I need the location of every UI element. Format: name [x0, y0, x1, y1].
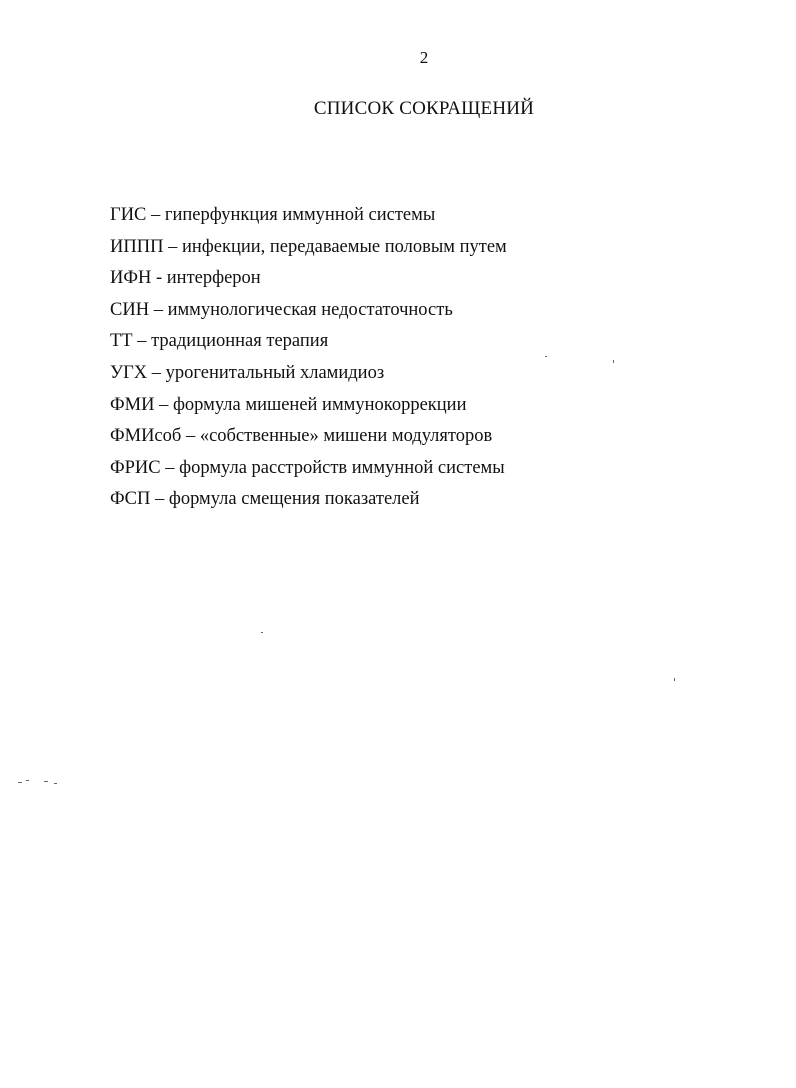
- abbreviation-separator: –: [181, 426, 200, 447]
- abbreviation-meaning: традиционная терапия: [151, 331, 329, 352]
- list-item: [110, 358, 750, 390]
- abbreviation-separator: –: [150, 489, 169, 510]
- page-number: 2: [419, 48, 429, 67]
- scan-speck: [613, 360, 614, 363]
- abbreviation-term: УГХ: [110, 362, 148, 383]
- abbreviation-separator: –: [146, 205, 165, 225]
- abbreviation-term: ФМИсоб: [110, 426, 182, 447]
- scan-speck: [674, 678, 675, 681]
- abbreviation-term: СИН: [110, 299, 150, 320]
- list-item: [110, 390, 750, 422]
- scan-speck: [18, 782, 22, 783]
- abbreviation-meaning: урогенитальный хламидиоз: [165, 362, 385, 383]
- list-item: [110, 453, 750, 485]
- abbreviation-term: ТТ: [110, 331, 133, 352]
- abbreviation-meaning: формула расстройств иммунной системы: [179, 457, 505, 478]
- list-item: [110, 421, 750, 453]
- abbreviation-meaning: гиперфункция иммунной системы: [164, 205, 436, 225]
- scan-speck: [261, 632, 263, 633]
- abbreviation-meaning: иммунологическая недостаточность: [167, 299, 453, 320]
- abbreviation-list: [110, 200, 750, 516]
- abbreviation-term: ГИС: [110, 205, 147, 225]
- abbreviation-separator: –: [160, 457, 180, 478]
- page-title: СПИСОК СОКРАЩЕНИЙ: [313, 98, 535, 119]
- abbreviation-separator: –: [154, 394, 173, 415]
- scan-speck: [54, 783, 57, 784]
- abbreviation-separator: –: [149, 299, 168, 320]
- abbreviation-meaning: инфекции, передаваемые половым путем: [181, 236, 507, 257]
- abbreviation-separator: –: [163, 236, 182, 257]
- scan-speck: [44, 781, 48, 782]
- abbreviation-separator: -: [151, 268, 167, 289]
- abbreviation-term: ФСП: [110, 489, 151, 510]
- abbreviation-meaning: формула смещения показателей: [168, 489, 420, 510]
- abbreviation-meaning: «собственные» мишени модуляторов: [199, 426, 493, 447]
- abbreviation-meaning: формула мишеней иммунокоррекции: [172, 394, 467, 415]
- abbreviation-term: ФМИ: [110, 394, 155, 415]
- abbreviation-term: ИФН: [110, 268, 152, 289]
- abbreviation-meaning: интерферон: [166, 268, 261, 289]
- scan-speck: [545, 356, 547, 357]
- list-item: [110, 200, 750, 232]
- list-item: [110, 484, 750, 516]
- list-item: [110, 295, 750, 327]
- abbreviation-term: ИППП: [110, 236, 164, 257]
- list-item: [110, 326, 750, 358]
- list-item: [110, 232, 750, 264]
- scan-speck: [26, 780, 29, 781]
- list-item: [110, 263, 750, 295]
- abbreviation-term: ФРИС: [110, 457, 161, 478]
- abbreviation-separator: –: [132, 331, 152, 352]
- abbreviation-separator: –: [147, 362, 166, 383]
